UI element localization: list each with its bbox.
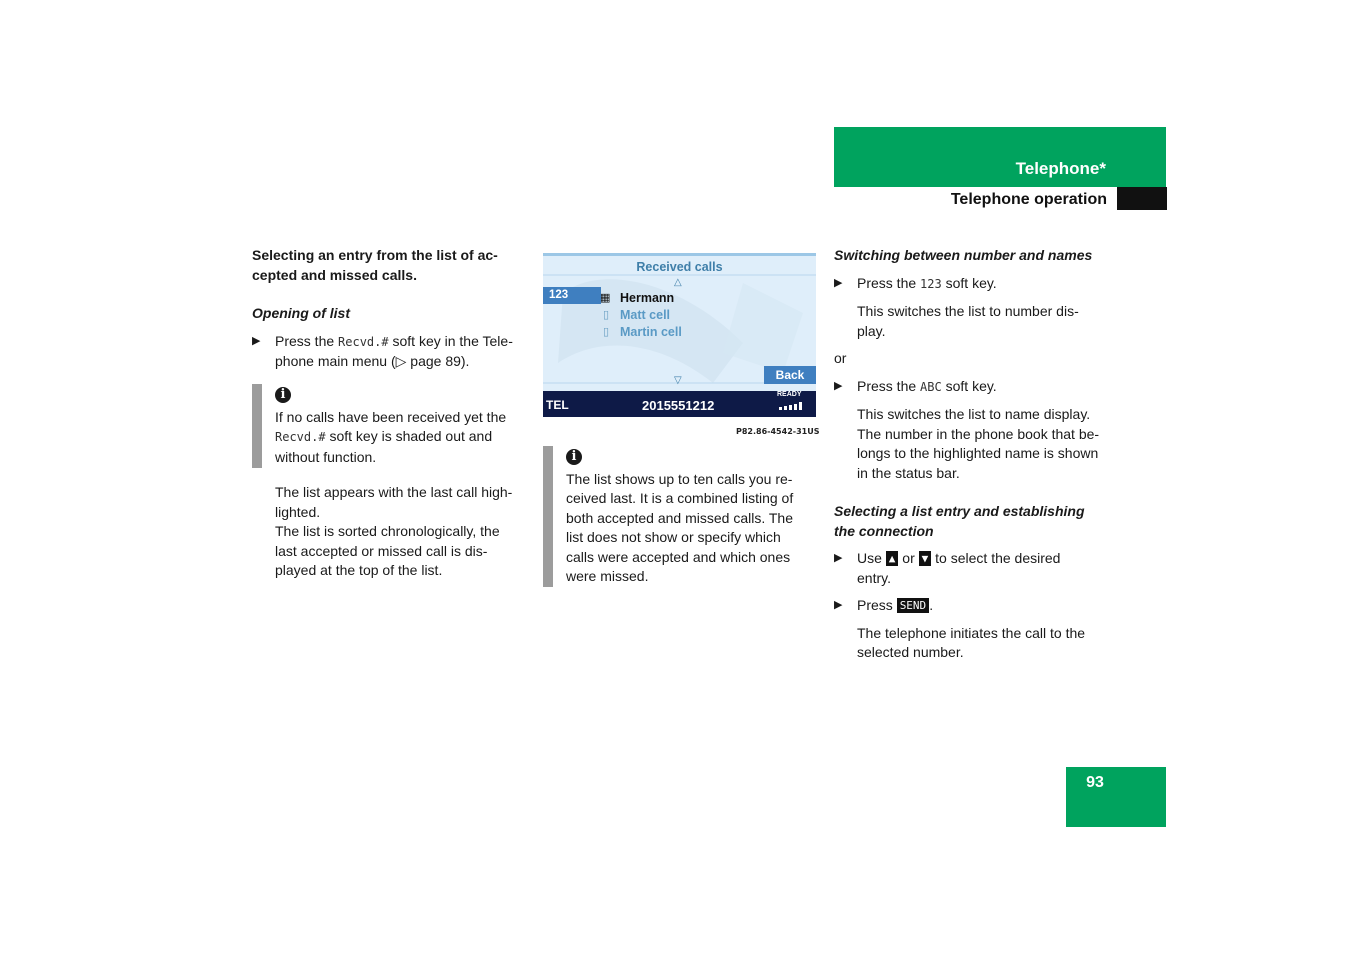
step-press-abc: ▶ Press the ABC soft key. xyxy=(834,377,1109,398)
chapter-header-bar xyxy=(834,127,1166,187)
bullet-triangle-icon: ▶ xyxy=(834,599,843,611)
status-number: 2015551212 xyxy=(642,398,715,413)
column-left xyxy=(252,246,524,372)
info-icon: i xyxy=(566,449,582,465)
step-press-123: ▶ Press the 123 soft key. xyxy=(834,274,1109,295)
bullet-triangle-icon: ▶ xyxy=(252,334,261,347)
received-calls-screen xyxy=(543,253,816,417)
status-tel: TEL xyxy=(546,398,569,412)
result-name-display: This switches the list to name display. The number in the phone book that be- longs to the highlighted name is shown in the status bar. xyxy=(857,406,1100,481)
bullet-triangle-icon: ▶ xyxy=(834,379,843,392)
subheading-opening-list: Opening of list xyxy=(252,305,350,321)
signal-strength-icon xyxy=(779,401,813,411)
down-arrow-key-icon: ▼ xyxy=(919,551,932,566)
back-softkey[interactable]: Back xyxy=(764,366,816,384)
subheading-selecting-connection: Selecting a list entry and establishing the connection xyxy=(834,503,1085,539)
bullet-triangle-icon: ▶ xyxy=(834,552,843,564)
cell-phone-icon: ▯ xyxy=(603,326,610,338)
list-entry-matt-cell[interactable]: Matt cell xyxy=(620,308,671,322)
soft-key-abc: ABC xyxy=(920,379,942,394)
phonebook-icon: ▦ xyxy=(600,292,611,304)
chapter-title: Telephone* xyxy=(1015,159,1106,178)
soft-key-recvd: Recvd.# xyxy=(338,334,389,349)
page-number-box xyxy=(1066,767,1166,827)
soft-key-123: 123 xyxy=(920,276,942,291)
result-call-initiated: The telephone initiates the call to the selected number. xyxy=(857,624,1086,660)
result-number-display: This switches the list to number dis- play. xyxy=(857,303,1079,339)
figure-code: P82.86-4542-31US xyxy=(736,427,820,436)
status-ready: READY xyxy=(777,391,802,398)
paragraph-list-appears: The list appears with the last call high- lighted. The list is sorted chronologically, the last accepted or missed call is dis- played at the top of the list. xyxy=(275,484,513,578)
step-press-send: ▶ Press SEND . xyxy=(834,596,1109,616)
info-note-list-contents: i The list shows up to ten calls you re- ceived last. It is a combined listing of both accepted and missed calls. The list does not show or specify which calls were accepted and which ones were missed. xyxy=(543,446,816,587)
info-note-no-calls: i If no calls have been received yet the Recvd.# soft key is shaded out and without function. xyxy=(252,384,535,468)
softkey-123[interactable]: 123 xyxy=(543,287,601,304)
section-tab-marker xyxy=(1117,187,1167,210)
section-title: Telephone operation xyxy=(950,191,1107,208)
info-icon: i xyxy=(275,387,291,403)
page-number: 93 xyxy=(1086,774,1104,791)
soft-key-recvd-note: Recvd.# xyxy=(275,430,326,444)
send-key: SEND xyxy=(897,598,930,613)
screen-title: Received calls xyxy=(636,260,723,274)
column-right xyxy=(834,246,1109,663)
heading-selecting-entry: Selecting an entry from the list of ac- cepted and missed calls. xyxy=(252,247,498,283)
step-use-arrows: ▶ Use ▲ or ▼ to select the desired entry. xyxy=(834,550,1061,586)
list-entry-hermann[interactable]: Hermann xyxy=(620,291,675,305)
scroll-up-arrow-icon[interactable]: △ xyxy=(674,277,682,288)
scroll-down-arrow-icon[interactable]: ▽ xyxy=(674,375,682,386)
subheading-switching: Switching between number and names xyxy=(834,247,1093,263)
step-press-recvd: ▶ Press the Recvd.# soft key in the Tele- phone main menu (▷ page 89). xyxy=(252,332,513,369)
cell-phone-icon: ▯ xyxy=(603,309,610,321)
up-arrow-key-icon: ▲ xyxy=(886,551,899,566)
bullet-triangle-icon: ▶ xyxy=(834,276,843,289)
status-bar xyxy=(543,391,816,417)
or-text: or xyxy=(834,350,847,366)
list-entry-martin-cell[interactable]: Martin cell xyxy=(620,325,682,339)
